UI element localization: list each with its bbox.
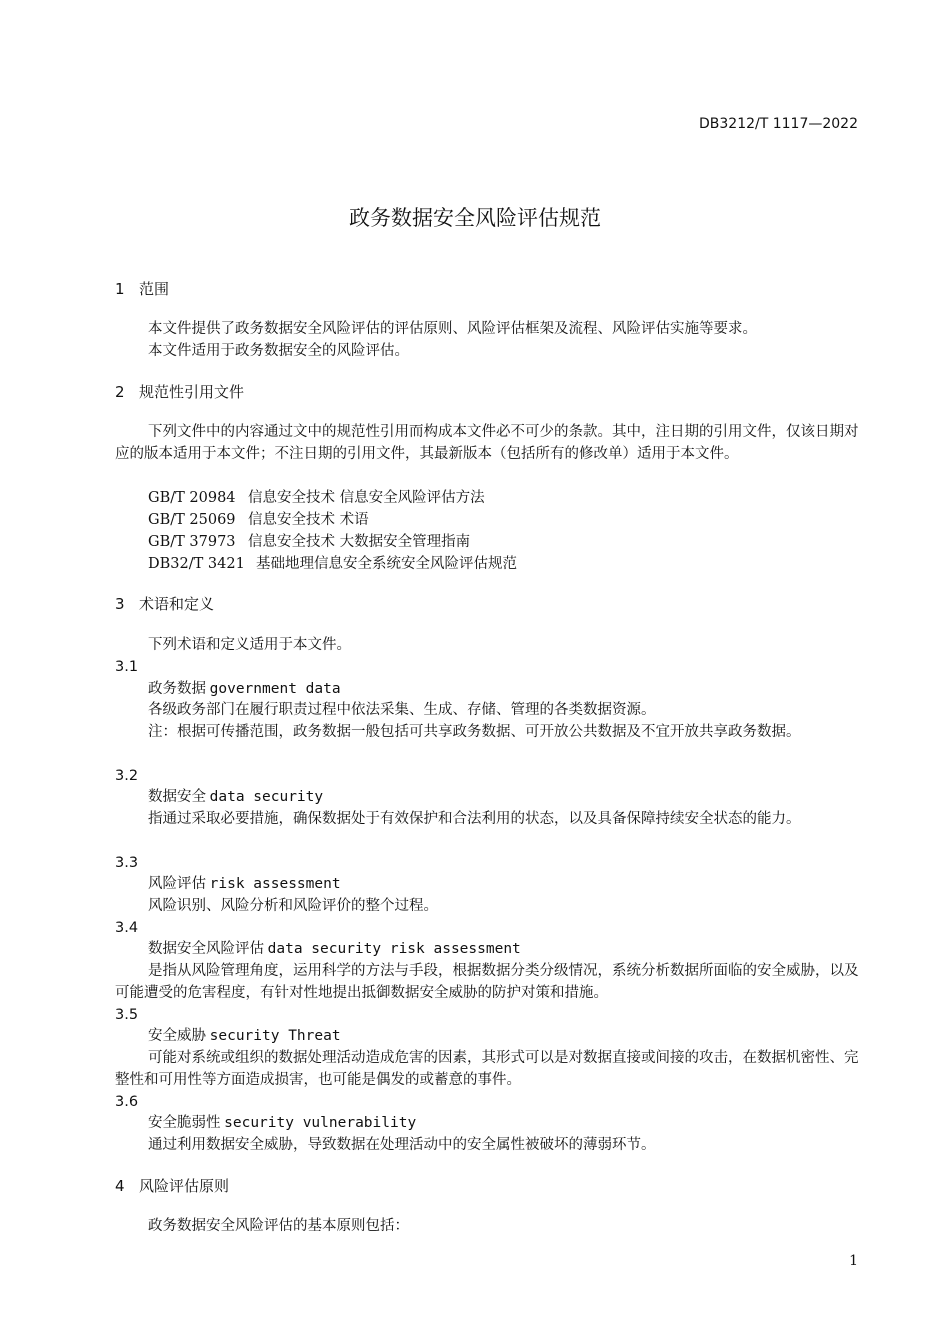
term-zh: 数据安全风险评估 xyxy=(148,941,264,957)
section-title: 规范性引用文件 xyxy=(139,383,245,401)
term-en: data security risk assessment xyxy=(267,941,521,957)
paragraph: 政务数据安全风险评估的基本原则包括： xyxy=(148,1218,409,1234)
section-number: 4 xyxy=(115,1177,125,1195)
document-code: DB3212/T 1117—2022 xyxy=(699,116,858,132)
term-en: government data xyxy=(209,681,341,697)
term-definition: 风险识别、风险分析和风险评价的整个过程。 xyxy=(148,898,438,914)
term-number: 3.5 xyxy=(115,1007,139,1023)
term-number: 3.1 xyxy=(115,659,139,675)
term-heading xyxy=(148,938,521,960)
term-number: 3.4 xyxy=(115,920,139,936)
reference-code: DB32/T 3421 xyxy=(148,556,245,572)
paragraph: 本文件提供了政务数据安全风险评估的评估原则、风险评估框架及流程、风险评估实施等要求。 xyxy=(148,321,757,337)
term-zh: 安全脆弱性 xyxy=(148,1115,221,1131)
term-number: 3.3 xyxy=(115,855,139,871)
term-zh: 政务数据 xyxy=(148,681,206,697)
section-title: 范围 xyxy=(139,280,170,298)
term-heading xyxy=(148,873,341,895)
term-zh: 安全威胁 xyxy=(148,1028,206,1044)
section-heading xyxy=(115,381,244,403)
reference-item xyxy=(148,531,470,553)
term-definition: 通过利用数据安全威胁，导致数据在处理活动中的安全属性被破坏的薄弱环节。 xyxy=(148,1137,656,1153)
reference-item xyxy=(148,553,517,575)
term-en: security Threat xyxy=(209,1028,341,1044)
term-definition: 可能对系统或组织的数据处理活动造成危害的因素，其形式可以是对数据直接或间接的攻击，在数据机密性、完整性和可用性等方面造成损害，也可能是偶发的或蓄意的事件。 xyxy=(115,1050,859,1088)
term-heading xyxy=(148,1025,341,1047)
page-number: 1 xyxy=(849,1253,858,1269)
section-number: 2 xyxy=(115,383,125,401)
term-definition: 指通过采取必要措施，确保数据处于有效保护和合法利用的状态，以及具备保障持续安全状态的能力。 xyxy=(148,811,801,827)
term-en: risk assessment xyxy=(209,876,341,892)
reference-code: GB/T 25069 xyxy=(148,512,236,528)
term-zh: 风险评估 xyxy=(148,876,206,892)
term-number: 3.2 xyxy=(115,768,139,784)
term-en: security vulnerability xyxy=(224,1115,417,1131)
section-title: 术语和定义 xyxy=(139,595,215,613)
reference-title: 信息安全技术 信息安全风险评估方法 xyxy=(248,490,485,506)
reference-code: GB/T 37973 xyxy=(148,534,236,550)
paragraph: 下列文件中的内容通过文中的规范性引用而构成本文件必不可少的条款。其中，注日期的引用文件，仅该日期对应的版本适用于本文件；不注日期的引用文件，其最新版本（包括所有的修改单）适用于本文件。 xyxy=(115,424,859,462)
document-title: 政务数据安全风险评估规范 xyxy=(349,206,601,230)
reference-title: 信息安全技术 大数据安全管理指南 xyxy=(248,534,471,550)
term-zh: 数据安全 xyxy=(148,789,206,805)
reference-title: 信息安全技术 术语 xyxy=(248,512,369,528)
reference-code: GB/T 20984 xyxy=(148,490,236,506)
term-number: 3.6 xyxy=(115,1094,139,1110)
section-number: 3 xyxy=(115,595,125,613)
term-heading xyxy=(148,786,323,808)
section-heading xyxy=(115,278,169,300)
reference-title: 基础地理信息安全系统安全风险评估规范 xyxy=(256,556,517,572)
term-heading xyxy=(148,1112,416,1134)
section-number: 1 xyxy=(115,280,125,298)
paragraph: 本文件适用于政务数据安全的风险评估。 xyxy=(148,343,409,359)
term-definition: 是指从风险管理角度，运用科学的方法与手段，根据数据分类分级情况，系统分析数据所面临的安全威胁，以及可能遭受的危害程度，有针对性地提出抵御数据安全威胁的防护对策和措施。 xyxy=(115,963,859,1001)
section-heading xyxy=(115,1175,229,1197)
term-heading xyxy=(148,678,341,700)
reference-item xyxy=(148,509,369,531)
reference-item xyxy=(148,487,485,509)
section-heading xyxy=(115,593,214,615)
term-definition: 各级政务部门在履行职责过程中依法采集、生成、存储、管理的各类数据资源。 xyxy=(148,702,656,718)
section-title: 风险评估原则 xyxy=(139,1177,230,1195)
term-en: data security xyxy=(209,789,324,805)
term-note: 注：根据可传播范围，政务数据一般包括可共享政务数据、可开放公共数据及不宜开放共享政务数据。 xyxy=(148,724,801,740)
paragraph: 下列术语和定义适用于本文件。 xyxy=(148,637,351,653)
